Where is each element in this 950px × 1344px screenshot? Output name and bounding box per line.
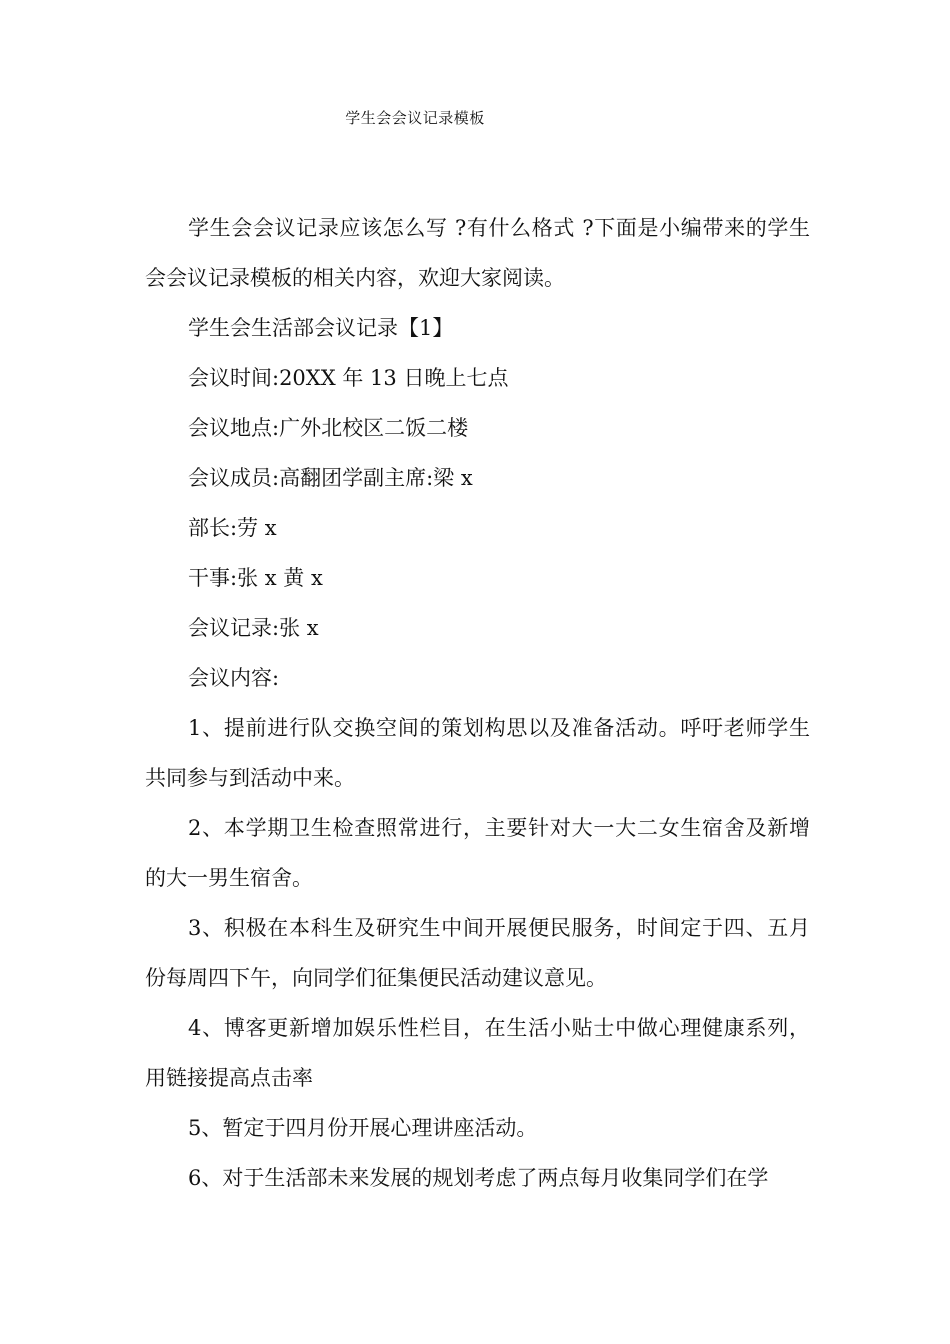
meeting-location: 会议地点:广外北校区二饭二楼 bbox=[188, 416, 469, 440]
content-item-2: 2、本学期卫生检查照常进行，主要针对大一大二女生宿舍及新增的大一男生宿舍。 bbox=[145, 816, 810, 890]
section-heading: 学生会生活部会议记录【1】 bbox=[188, 316, 454, 340]
minister-line: 部长:劳 x bbox=[188, 516, 277, 540]
meeting-time: 会议时间:20XX 年 13 日晚上七点 bbox=[188, 366, 509, 390]
document-body bbox=[145, 203, 810, 1203]
content-item-4: 4、博客更新增加娱乐性栏目，在生活小贴士中做心理健康系列，用链接提高点击率 bbox=[145, 1016, 810, 1090]
content-item-6: 6、对于生活部未来发展的规划考虑了两点每月收集同学们在学 bbox=[188, 1166, 769, 1190]
content-heading: 会议内容: bbox=[188, 666, 280, 690]
content-item-1: 1、提前进行队交换空间的策划构思以及准备活动。呼吁老师学生共同参与到活动中来。 bbox=[145, 716, 810, 790]
meeting-members: 会议成员:高翻团学副主席:梁 x bbox=[188, 466, 473, 490]
document-title: 学生会会议记录模板 bbox=[345, 109, 485, 127]
intro-paragraph: 学生会会议记录应该怎么写 ?有什么格式 ?下面是小编带来的学生会会议记录模板的相关内容，欢迎大家阅读。 bbox=[145, 216, 810, 290]
staff-line: 干事:张 x 黄 x bbox=[188, 566, 323, 590]
recorder-line: 会议记录:张 x bbox=[188, 616, 319, 640]
content-item-5: 5、暂定于四月份开展心理讲座活动。 bbox=[188, 1116, 538, 1140]
content-item-3: 3、积极在本科生及研究生中间开展便民服务，时间定于四、五月份每周四下午，向同学们征集便民活动建议意见。 bbox=[145, 916, 810, 990]
